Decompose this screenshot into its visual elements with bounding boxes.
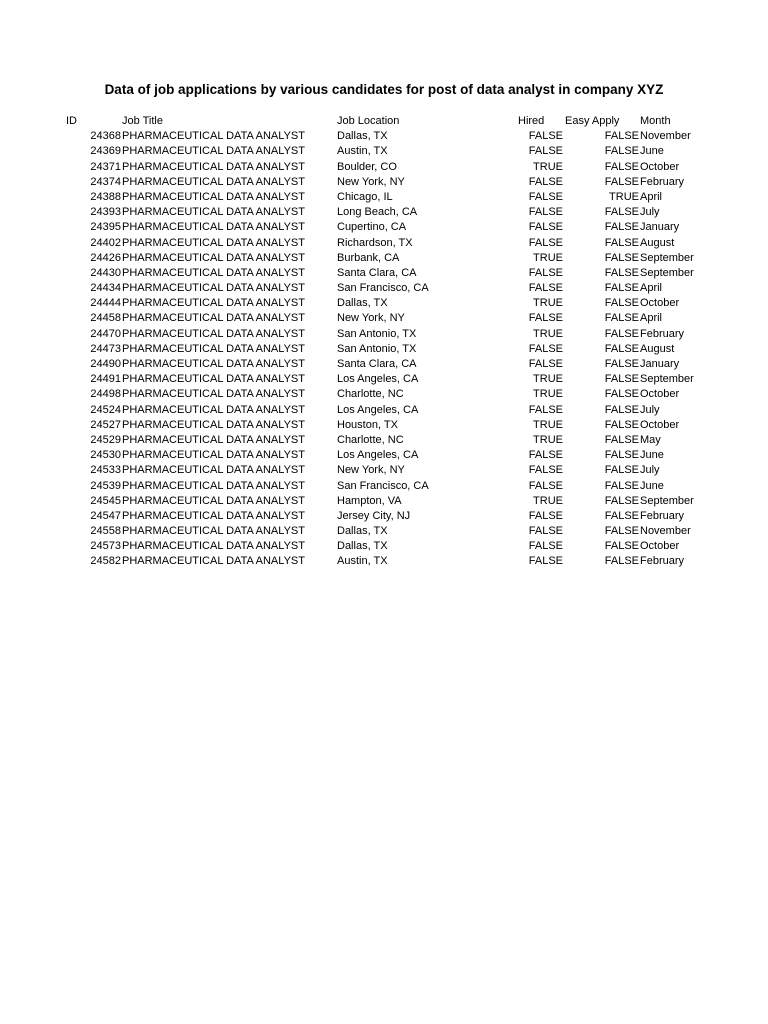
cell-hired: TRUE [533, 251, 563, 264]
cell-easy-apply: FALSE [604, 464, 639, 477]
cell-hired: FALSE [528, 449, 563, 462]
cell-easy-apply: FALSE [604, 130, 639, 143]
cell-job-location: San Antonio, TX [337, 327, 417, 340]
header-month: Month [640, 115, 671, 127]
cell-easy-apply: FALSE [604, 358, 639, 370]
cell-job-title: PHARMACEUTICAL DATA ANALYST [122, 464, 305, 477]
cell-month: November [640, 525, 691, 538]
table-row [0, 205, 768, 220]
cell-month: February [640, 175, 685, 188]
cell-job-location: Boulder, CO [337, 160, 397, 173]
cell-hired: FALSE [528, 555, 563, 568]
cell-job-title: PHARMACEUTICAL DATA ANALYST [122, 449, 305, 462]
cell-easy-apply: FALSE [604, 282, 639, 295]
cell-month: September [640, 251, 694, 264]
cell-id: 24458 [90, 312, 121, 325]
cell-job-location: Dallas, TX [337, 540, 388, 553]
cell-job-location: Hampton, VA [337, 494, 402, 507]
table-row [0, 311, 768, 326]
cell-job-location: Santa Clara, CA [337, 358, 417, 370]
cell-job-location: Austin, TX [337, 555, 388, 568]
cell-easy-apply: FALSE [604, 251, 639, 264]
cell-easy-apply: FALSE [604, 540, 639, 553]
cell-month: April [640, 282, 663, 295]
cell-id: 24530 [90, 449, 121, 462]
cell-id: 24473 [90, 342, 121, 355]
cell-job-title: PHARMACEUTICAL DATA ANALYST [122, 160, 305, 173]
cell-job-title: PHARMACEUTICAL DATA ANALYST [122, 266, 305, 279]
cell-easy-apply: FALSE [604, 342, 639, 355]
table-row [0, 387, 768, 402]
cell-job-title: PHARMACEUTICAL DATA ANALYST [122, 358, 305, 370]
cell-job-location: San Antonio, TX [337, 342, 417, 355]
cell-id: 24434 [90, 282, 121, 295]
cell-hired: FALSE [528, 479, 563, 492]
cell-job-location: New York, NY [337, 175, 405, 188]
cell-month: October [640, 160, 680, 173]
cell-easy-apply: FALSE [604, 160, 639, 173]
cell-hired: FALSE [528, 206, 563, 219]
table-row [0, 175, 768, 190]
cell-month: February [640, 555, 685, 568]
table-row [0, 463, 768, 478]
cell-id: 24527 [90, 418, 121, 431]
cell-job-location: Chicago, IL [337, 190, 393, 203]
cell-id: 24374 [90, 175, 121, 188]
cell-month: June [640, 449, 664, 462]
cell-id: 24395 [90, 221, 121, 234]
cell-month: July [640, 403, 660, 416]
table-row [0, 418, 768, 433]
cell-job-location: Richardson, TX [337, 236, 413, 249]
cell-hired: FALSE [528, 190, 563, 203]
cell-month: June [640, 145, 664, 158]
cell-job-title: PHARMACEUTICAL DATA ANALYST [122, 130, 305, 143]
cell-id: 24529 [90, 433, 121, 446]
cell-hired: TRUE [533, 433, 563, 446]
cell-job-location: Dallas, TX [337, 297, 388, 310]
cell-month: October [640, 388, 680, 401]
cell-hired: FALSE [528, 312, 563, 325]
cell-hired: FALSE [528, 145, 563, 158]
cell-month: October [640, 297, 680, 310]
table-row [0, 236, 768, 251]
table-row [0, 266, 768, 281]
cell-hired: TRUE [533, 494, 563, 507]
cell-month: June [640, 479, 664, 492]
cell-id: 24490 [90, 358, 121, 370]
cell-job-title: PHARMACEUTICAL DATA ANALYST [122, 251, 305, 264]
cell-id: 24582 [90, 555, 121, 568]
cell-easy-apply: FALSE [604, 206, 639, 219]
cell-easy-apply: FALSE [604, 175, 639, 188]
cell-id: 24470 [90, 327, 121, 340]
table-row [0, 342, 768, 357]
table-row [0, 357, 768, 372]
table-row [0, 539, 768, 554]
table-row [0, 372, 768, 387]
cell-id: 24524 [90, 403, 121, 416]
cell-id: 24444 [90, 297, 121, 310]
cell-month: February [640, 327, 685, 340]
cell-job-title: PHARMACEUTICAL DATA ANALYST [122, 388, 305, 401]
cell-job-location: Long Beach, CA [337, 206, 418, 219]
cell-easy-apply: FALSE [604, 509, 639, 522]
cell-job-title: PHARMACEUTICAL DATA ANALYST [122, 540, 305, 553]
cell-job-location: Los Angeles, CA [337, 449, 419, 462]
cell-id: 24547 [90, 509, 121, 522]
cell-job-title: PHARMACEUTICAL DATA ANALYST [122, 373, 305, 386]
cell-month: April [640, 190, 663, 203]
cell-easy-apply: FALSE [604, 312, 639, 325]
cell-id: 24573 [90, 540, 121, 553]
cell-easy-apply: FALSE [604, 373, 639, 386]
table-row [0, 296, 768, 311]
cell-id: 24368 [90, 130, 121, 143]
cell-id: 24498 [90, 388, 121, 401]
cell-hired: FALSE [528, 540, 563, 553]
cell-job-location: Houston, TX [337, 418, 398, 431]
cell-job-location: Dallas, TX [337, 525, 388, 538]
cell-month: April [640, 312, 663, 325]
cell-job-location: Austin, TX [337, 145, 388, 158]
table-row [0, 433, 768, 448]
cell-job-title: PHARMACEUTICAL DATA ANALYST [122, 509, 305, 522]
header-easy-apply: Easy Apply [565, 115, 620, 127]
cell-job-location: Charlotte, NC [337, 388, 404, 401]
table-row [0, 327, 768, 342]
cell-job-title: PHARMACEUTICAL DATA ANALYST [122, 555, 305, 568]
cell-easy-apply: FALSE [604, 388, 639, 401]
cell-job-location: Los Angeles, CA [337, 403, 419, 416]
table-row [0, 144, 768, 159]
cell-easy-apply: FALSE [604, 236, 639, 249]
table-row [0, 129, 768, 144]
table-row [0, 448, 768, 463]
cell-easy-apply: FALSE [604, 266, 639, 279]
table-row [0, 479, 768, 494]
cell-hired: FALSE [528, 236, 563, 249]
cell-job-location: New York, NY [337, 312, 405, 325]
cell-id: 24545 [90, 494, 121, 507]
table-row [0, 281, 768, 296]
cell-hired: TRUE [533, 418, 563, 431]
cell-easy-apply: FALSE [604, 555, 639, 568]
cell-hired: FALSE [528, 464, 563, 477]
header-id: ID [66, 115, 77, 127]
cell-job-title: PHARMACEUTICAL DATA ANALYST [122, 221, 305, 234]
cell-job-location: New York, NY [337, 464, 405, 477]
cell-month: January [640, 358, 680, 370]
cell-hired: FALSE [528, 525, 563, 538]
cell-hired: TRUE [533, 373, 563, 386]
header-job-title: Job Title [122, 115, 163, 127]
cell-easy-apply: FALSE [604, 297, 639, 310]
cell-hired: TRUE [533, 388, 563, 401]
cell-id: 24430 [90, 266, 121, 279]
cell-job-location: Jersey City, NJ [337, 509, 411, 522]
cell-hired: FALSE [528, 266, 563, 279]
cell-id: 24388 [90, 190, 121, 203]
cell-easy-apply: FALSE [604, 145, 639, 158]
cell-easy-apply: FALSE [604, 525, 639, 538]
cell-hired: TRUE [533, 160, 563, 173]
cell-easy-apply: FALSE [604, 327, 639, 340]
cell-job-title: PHARMACEUTICAL DATA ANALYST [122, 282, 305, 295]
cell-hired: FALSE [528, 130, 563, 143]
cell-month: July [640, 206, 660, 219]
cell-job-location: Santa Clara, CA [337, 266, 417, 279]
cell-job-title: PHARMACEUTICAL DATA ANALYST [122, 312, 305, 325]
cell-id: 24369 [90, 145, 121, 158]
cell-id: 24371 [90, 160, 121, 173]
cell-hired: FALSE [528, 358, 563, 370]
cell-month: January [640, 221, 680, 234]
cell-id: 24533 [90, 464, 121, 477]
cell-month: May [640, 433, 661, 446]
cell-easy-apply: FALSE [604, 221, 639, 234]
cell-job-title: PHARMACEUTICAL DATA ANALYST [122, 418, 305, 431]
cell-job-title: PHARMACEUTICAL DATA ANALYST [122, 494, 305, 507]
cell-id: 24558 [90, 525, 121, 538]
cell-job-location: Dallas, TX [337, 130, 388, 143]
cell-easy-apply: FALSE [604, 433, 639, 446]
cell-job-location: San Francisco, CA [337, 479, 429, 492]
document-title: Data of job applications by various candidates for post of data analyst in company XYZ [104, 82, 664, 97]
cell-job-title: PHARMACEUTICAL DATA ANALYST [122, 145, 305, 158]
cell-month: October [640, 418, 680, 431]
cell-job-title: PHARMACEUTICAL DATA ANALYST [122, 342, 305, 355]
cell-easy-apply: FALSE [604, 418, 639, 431]
cell-job-location: Charlotte, NC [337, 433, 404, 446]
data-table [0, 114, 768, 570]
cell-job-location: Burbank, CA [337, 251, 400, 264]
cell-month: September [640, 266, 694, 279]
table-row [0, 160, 768, 175]
table-header-row [0, 114, 768, 129]
cell-job-title: PHARMACEUTICAL DATA ANALYST [122, 175, 305, 188]
cell-job-title: PHARMACEUTICAL DATA ANALYST [122, 190, 305, 203]
table-row [0, 554, 768, 569]
cell-month: February [640, 509, 685, 522]
cell-job-title: PHARMACEUTICAL DATA ANALYST [122, 236, 305, 249]
cell-month: November [640, 130, 691, 143]
cell-hired: TRUE [533, 327, 563, 340]
cell-easy-apply: FALSE [604, 479, 639, 492]
cell-job-title: PHARMACEUTICAL DATA ANALYST [122, 525, 305, 538]
cell-id: 24393 [90, 206, 121, 219]
cell-hired: FALSE [528, 403, 563, 416]
cell-job-title: PHARMACEUTICAL DATA ANALYST [122, 479, 305, 492]
header-hired: Hired [518, 115, 545, 127]
cell-job-title: PHARMACEUTICAL DATA ANALYST [122, 433, 305, 446]
cell-month: August [640, 236, 675, 249]
cell-id: 24539 [90, 479, 121, 492]
table-row [0, 190, 768, 205]
cell-hired: FALSE [528, 221, 563, 234]
cell-job-title: PHARMACEUTICAL DATA ANALYST [122, 327, 305, 340]
cell-id: 24402 [90, 236, 121, 249]
cell-easy-apply: FALSE [604, 403, 639, 416]
table-row [0, 524, 768, 539]
cell-job-title: PHARMACEUTICAL DATA ANALYST [122, 206, 305, 219]
cell-job-title: PHARMACEUTICAL DATA ANALYST [122, 403, 305, 416]
cell-job-location: San Francisco, CA [337, 282, 429, 295]
table-row [0, 403, 768, 418]
table-row [0, 220, 768, 235]
cell-easy-apply: TRUE [609, 190, 639, 203]
cell-hired: TRUE [533, 297, 563, 310]
cell-id: 24426 [90, 251, 121, 264]
cell-easy-apply: FALSE [604, 449, 639, 462]
cell-hired: FALSE [528, 342, 563, 355]
cell-hired: FALSE [528, 509, 563, 522]
cell-month: September [640, 494, 694, 507]
cell-month: October [640, 540, 680, 553]
cell-job-location: Cupertino, CA [337, 221, 407, 234]
cell-job-title: PHARMACEUTICAL DATA ANALYST [122, 297, 305, 310]
cell-month: July [640, 464, 660, 477]
cell-hired: FALSE [528, 175, 563, 188]
header-job-location: Job Location [337, 115, 400, 127]
cell-month: August [640, 342, 675, 355]
table-row [0, 494, 768, 509]
cell-job-location: Los Angeles, CA [337, 373, 419, 386]
cell-easy-apply: FALSE [604, 494, 639, 507]
cell-hired: FALSE [528, 282, 563, 295]
table-row [0, 509, 768, 524]
table-row [0, 251, 768, 266]
cell-id: 24491 [90, 373, 121, 386]
cell-month: September [640, 373, 694, 386]
